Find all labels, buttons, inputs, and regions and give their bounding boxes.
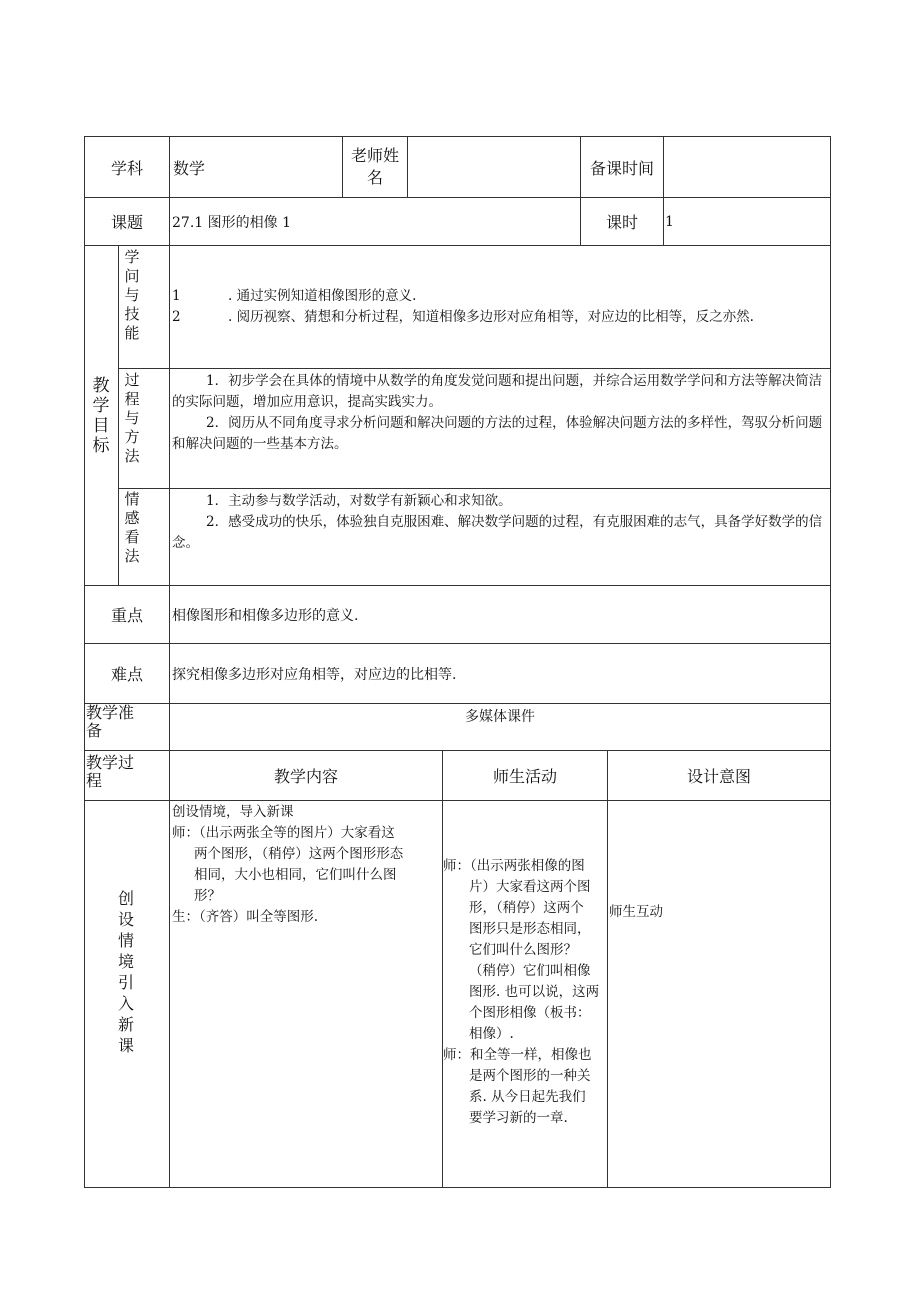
knowledge-label: 学问与技能 (124, 248, 140, 342)
activity-block (443, 856, 609, 1129)
list-item: 2．感受成功的快乐，体验独自克服困难、解决数学问题的过程，有克服困难的志气，具备学好数学的信念。 (172, 514, 823, 551)
content-line: 师：（出示两张全等的图片）大家看这 (172, 825, 395, 841)
content-line: 创设情境，导入新课 (172, 804, 294, 820)
goals-label: 教学目标 (92, 376, 110, 456)
activity-line: 个图形相像（板书： (469, 1005, 591, 1021)
process-method-label: 过程与方法 (124, 371, 140, 465)
list-item: 1．主动参与数学活动，对数学有新颖心和求知欲。 (206, 493, 512, 509)
preparation-label: 教学准备 (86, 703, 135, 740)
difficult-point-value: 探究相像多边形对应角相等，对应边的比相等. (172, 666, 457, 683)
stage-label: 创设情境引入新课 (117, 889, 134, 1055)
content-line: 生：（齐答）叫全等图形. (172, 909, 319, 925)
attitude-list (172, 491, 827, 554)
prep-time-label: 备课时间 (589, 158, 654, 178)
activity-line: 系. 从今日起先我们 (469, 1089, 586, 1105)
list-item: 1．初步学会在具体的情境中从数学的角度发觉问题和提出问题，并综合运用数学学问和方法等解决简洁的实际问题，增加应用意识，提高实践实力。 (172, 373, 823, 410)
col-activity-header: 师生活动 (492, 767, 557, 786)
key-point-label: 重点 (110, 606, 143, 625)
activity-line: 它们叫什么图形？ (469, 942, 577, 958)
col-content-header: 教学内容 (273, 767, 338, 786)
intent-value: 师生互动 (609, 904, 663, 920)
process-method-list (172, 371, 827, 455)
key-point-value: 相像图形和相像多边形的意义. (172, 607, 359, 624)
attitude-label: 情感看法 (124, 490, 140, 565)
list-item (172, 307, 828, 328)
activity-line: 师：和全等一样，相像也 (443, 1047, 592, 1063)
activity-line: 形，（稍停）这两个 (469, 900, 584, 916)
topic-label: 课题 (110, 213, 143, 232)
activity-line: （稍停）它们叫相像 (469, 963, 591, 979)
preparation-value: 多媒体课件 (465, 709, 535, 725)
activity-line: 师：（出示两张相像的图 (443, 858, 585, 874)
knowledge-list (172, 286, 828, 328)
item-text: . 阅历视察、猜想和分析过程，知道相像多边形对应角相等，对应边的比相等，反之亦然. (228, 309, 754, 325)
hours-label: 课时 (605, 213, 638, 232)
list-item: 2．阅历从不同角度寻求分析问题和解决问题的方法的过程，体验解决问题方法的多样性，驾驭分析问题和解决问题的一些基本方法。 (172, 415, 823, 452)
item-text: . 通过实例知道相像图形的意义. (228, 288, 417, 304)
process-label: 教学过程 (86, 753, 135, 790)
activity-line: 片）大家看这两个图 (469, 879, 591, 895)
activity-line: 图形. 也可以说，这两 (469, 984, 600, 1000)
content-line: 形？ (194, 888, 221, 904)
activity-line: 相像）. (469, 1026, 514, 1042)
item-number: 2 (172, 309, 181, 325)
prep-time-value (667, 137, 830, 197)
activity-line: 是两个图形的一种关 (469, 1068, 591, 1084)
content-line: 相同，大小也相同，它们叫什么图 (194, 867, 397, 883)
item-number: 1 (172, 288, 181, 304)
hours-value: 1 (665, 213, 674, 230)
content-line: 两个图形，（稍停）这两个图形形态 (194, 846, 404, 862)
teacher-value (412, 137, 580, 197)
difficult-point-label: 难点 (110, 665, 143, 684)
subject-value: 数学 (173, 158, 206, 178)
activity-line: 要学习新的一章. (469, 1110, 568, 1126)
topic-value: 27.1 图形的相像 1 (172, 214, 291, 231)
subject-label: 学科 (110, 158, 143, 178)
list-item (172, 286, 828, 307)
activity-line: 图形只是形态相同， (469, 921, 591, 937)
teacher-label: 老师姓名 (350, 146, 399, 187)
col-intent-header: 设计意图 (686, 767, 751, 786)
content-block (172, 802, 440, 928)
